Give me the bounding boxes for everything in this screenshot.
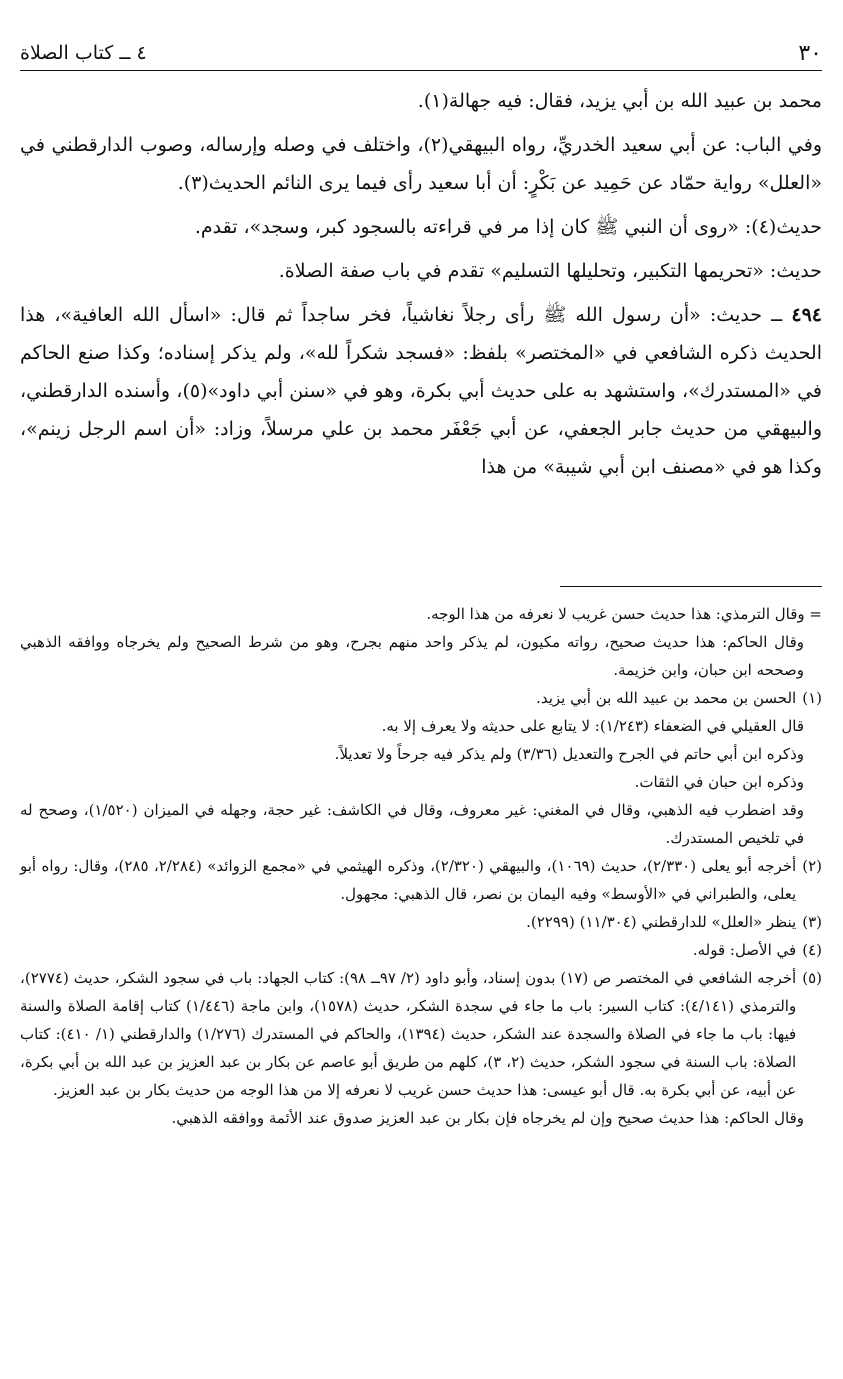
footnote-text: أخرجه أبو يعلى (٢/٣٣٠)، حديث (١٠٦٩)، والبيهقي (٢/٣٢٠)، وذكره الهيثمي في «مجمع الزوائد» (٢/٢٨٤، ٢٨٥)، وقال: رواه أبو يعلى، والطبراني في «الأوسط» وفيه اليمان بن نصر، قال الذهبي: مجهول.	[20, 857, 797, 903]
footnote-3	[20, 908, 822, 936]
main-paragraph: محمد بن عبيد الله بن أبي يزيد، فقال: فيه جهالة(١).	[417, 90, 822, 112]
footnote-text: وذكره ابن حبان في الثقات.	[634, 773, 804, 791]
page-number: ٣٠	[798, 40, 822, 66]
footnote-1	[20, 684, 822, 712]
footnote-2	[20, 852, 822, 908]
running-title: ٤ ــ كتاب الصلاة	[20, 42, 147, 64]
footnote-continuation: وقال الحاكم: هذا حديث صحيح، رواته مكيون، لم يذكر واحد منهم بجرح، وهو من شرط الصحيح ولم يخرجاه ووافقه الذهبي وصححه ابن حبان، وابن خزيمة.	[20, 633, 804, 679]
hadith-text: ــ حديث: «أن رسول الله ﷺ رأى رجلاً نغاشياً، فخر ساجداً ثم قال: «اسأل الله العافية»، هذا الحديث ذكره الشافعي في «المختصر» بلفظ: «فسجد شكراً لله»، ولم يذكر إسناده؛ وكذا صنع الحاكم في «المستدرك»، واستشهد به على حديث أبي بكرة، وهو في «سنن أبي داود»(٥)، وأسنده الدارقطني، والبيهقي من حديث جابر الجعفي، عن أبي جَعْفَر محمد بن علي مرسلاً، وزاد: «أن اسم الرجل زينم»، وكذا هو في «مصنف ابن أبي شيبة» من هذا	[20, 304, 822, 478]
footnote-text: وقد اضطرب فيه الذهبي، وقال في المغني: غير معروف، وقال في الكاشف: غير حجة، وجهله في الميزان (١/٥٢٠)، وصحح له في تلخيص المستدرك.	[20, 801, 804, 847]
footnote-text: قال العقيلي في الضعفاء (١/٢٤٣): لا يتابع على حديثه ولا يعرف إلا به.	[381, 717, 804, 735]
hadith-paragraph	[20, 296, 822, 486]
footnote-marker: (٥)	[802, 969, 822, 987]
footnote-5	[20, 964, 822, 1104]
footnotes	[20, 600, 822, 1132]
main-paragraph: حديث(٤): «روى أن النبي ﷺ كان إذا مر في قراءته بالسجود كبر، وسجد»، تقدم.	[194, 216, 822, 238]
footnote-text: في الأصل: قوله.	[692, 941, 797, 959]
footnote-marker: (٢)	[802, 857, 822, 875]
footnote-separator	[560, 586, 822, 587]
footnote-text: الحسن بن محمد بن عبيد الله بن أبي يزيد.	[536, 689, 797, 707]
hadith-number: ٤٩٤	[791, 304, 822, 326]
footnote-4	[20, 936, 822, 964]
main-paragraph: حديث: «تحريمها التكبير، وتحليلها التسليم» تقدم في باب صفة الصلاة.	[278, 260, 822, 282]
footnote-marker: (٤)	[802, 941, 822, 959]
footnote-continuation: = وقال الترمذي: هذا حديث حسن غريب لا نعرفه من هذا الوجه.	[426, 605, 822, 623]
footnote-text: أخرجه الشافعي في المختصر ص (١٧) بدون إسناد، وأبو داود (٢/ ٩٧ــ ٩٨): كتاب الجهاد: باب في سجود الشكر، حديث (٢٧٧٤)، والترمذي (٤/١٤١): كتاب السير: باب ما جاء في سجدة الشكر، حديث (١٥٧٨)، وابن ماجة (١/٤٤٦) كتاب إقامة الصلاة والسنة فيها: باب ما جاء في الصلاة والسجدة عند الشكر، حديث (١٣٩٤)، والحاكم في المستدرك (١/٢٧٦) والدارقطني (١/ ٤١٠): كتاب الصلاة: باب السنة في سجود الشكر، حديث (٢، ٣)، كلهم من طريق أبو عاصم عن بكار بن عبد العزيز بن عبد الله بن أبي بكرة، عن أبيه، عن أبي بكرة به. قال أبو عيسى: هذا حديث حسن غريب لا نعرفه إلا من هذا الوجه من حديث بكار بن عبد العزيز.	[20, 969, 797, 1099]
footnote-text: وذكره ابن أبي حاتم في الجرح والتعديل (٣/٣٦) ولم يذكر فيه جرحاً ولا تعديلاً.	[334, 745, 804, 763]
main-text	[20, 82, 822, 492]
footnote-text: ينظر «العلل» للدارقطني (١١/٣٠٤) (٢٢٩٩).	[526, 913, 797, 931]
running-header	[20, 36, 822, 71]
main-paragraph: وفي الباب: عن أبي سعيد الخدريِّ، رواه البيهقي(٢)، واختلف في وصله وإرساله، وصوب الدارقطني في «العلل» رواية حمّاد عن حَمِيد عن بَكْرٍ: أن أبا سعيد رأى فيما يرى النائم الحديث(٣).	[20, 134, 822, 194]
footnote-marker: (٣)	[802, 913, 822, 931]
footnote-marker: (١)	[802, 689, 822, 707]
footnote-text: وقال الحاكم: هذا حديث صحيح وإن لم يخرجاه فإن بكار بن عبد العزيز صدوق عند الأئمة ووافقه الذهبي.	[171, 1109, 804, 1127]
